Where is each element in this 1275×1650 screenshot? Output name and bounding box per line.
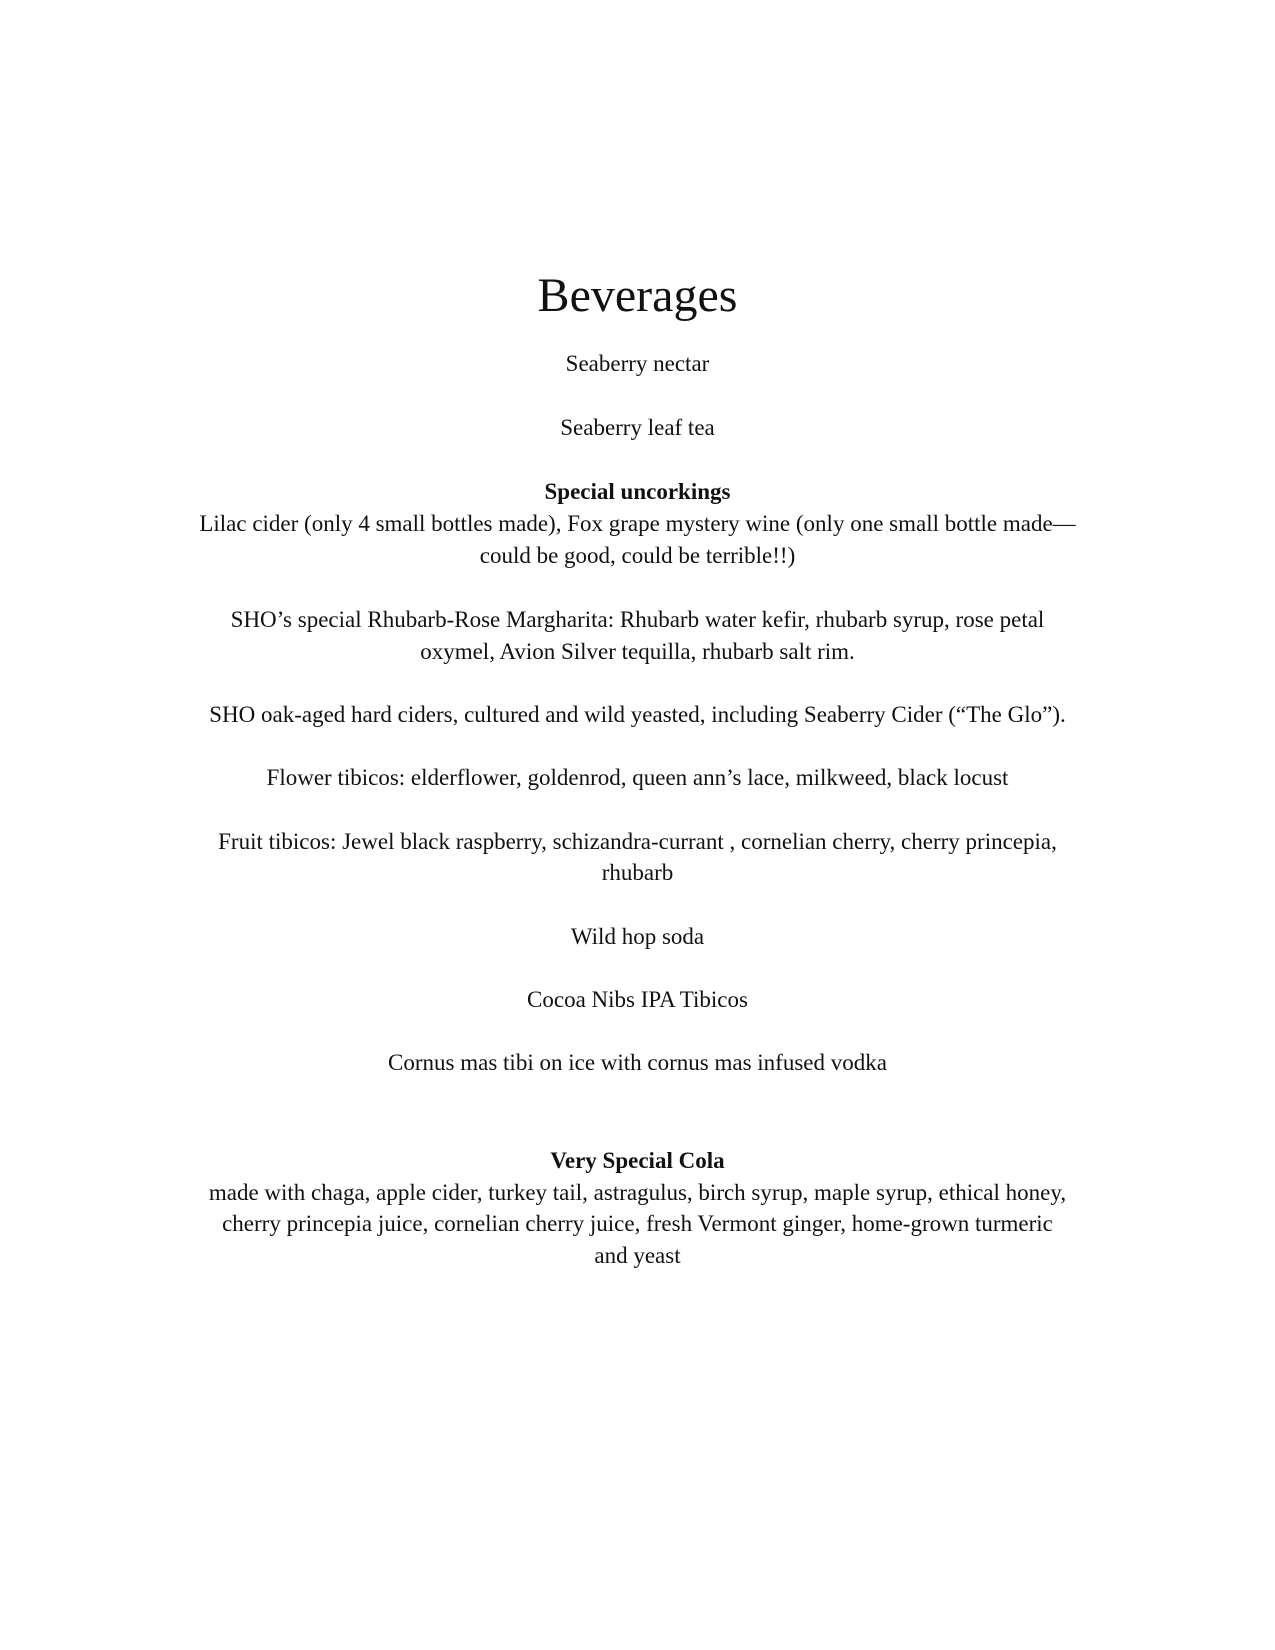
cola-text-line2: cherry princepia juice, cornelian cherry juice, fresh Vermont ginger, home-grown turmeric [222,1211,1053,1236]
special-uncorkings-text-line2: could be good, could be terrible!!) [479,543,796,568]
item-cornus-mas: Cornus mas tibi on ice with cornus mas infused vodka [388,1050,887,1075]
cola-heading: Very Special Cola [550,1148,725,1173]
item-cocoa-nibs: Cocoa Nibs IPA Tibicos [527,987,748,1012]
cola-text-line1: made with chaga, apple cider, turkey tail, astragulus, birch syrup, maple syrup, ethical honey, [208,1180,1067,1205]
special-uncorkings-heading: Special uncorkings [544,479,731,504]
fruit-tibicos-line1: Fruit tibicos: Jewel black raspberry, schizandra-currant , cornelian cherry, cherry princepia, [218,829,1057,854]
page-title: Beverages [537,269,738,322]
fruit-tibicos-line2: rhubarb [601,860,674,885]
item-seaberry-leaf-tea: Seaberry leaf tea [560,415,715,440]
item-flower-tibicos: Flower tibicos: elderflower, goldenrod, queen ann’s lace, milkweed, black locust [266,765,1009,790]
margharita-text-line1: SHO’s special Rhubarb-Rose Margharita: Rhubarb water kefir, rhubarb syrup, rose petal [230,607,1045,632]
item-hard-ciders: SHO oak-aged hard ciders, cultured and wild yeasted, including Seaberry Cider (“The Glo”). [209,702,1066,727]
margharita-text-line2: oxymel, Avion Silver tequilla, rhubarb salt rim. [420,639,855,664]
item-seaberry-nectar: Seaberry nectar [565,351,710,376]
item-wild-hop-soda: Wild hop soda [570,924,705,949]
special-uncorkings-text-line1: Lilac cider (only 4 small bottles made), Fox grape mystery wine (only one small bottle made— [199,511,1076,536]
cola-text-line3: and yeast [594,1243,681,1268]
